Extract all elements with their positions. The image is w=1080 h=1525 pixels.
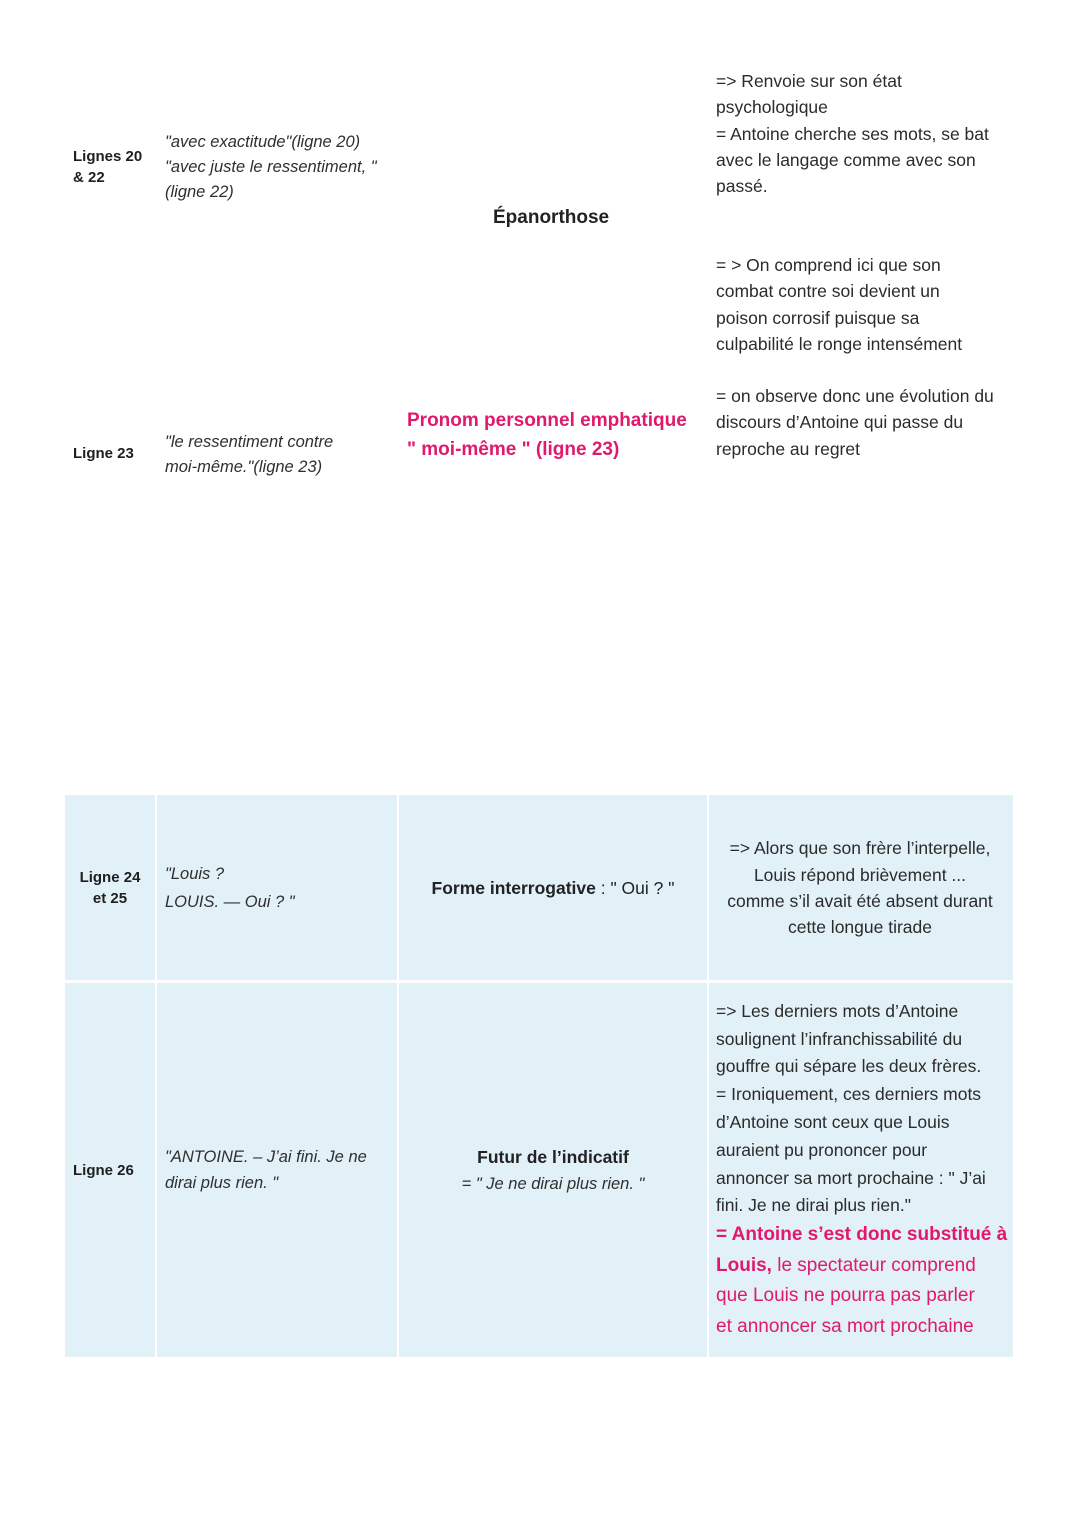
row-label-ligne-24-25: Ligne 24 et 25 [79,869,141,907]
comment-derniers-mots: => Les derniers mots d’Antoine soulignent l’infranchissabilité du gouffre qui sépare les deux frères. = Ironiquement, ces derniers mots d’Antoine sont ceux que Louis auraient pu prononcer pour annoncer sa mort prochaine : " J’ai fini. Je ne dirai plus rien." = Antoine s’est donc substitué à Louis, le spectateur comprend que Louis ne pourra pas parler et annoncer sa mort prochaine [716,998,1007,1342]
figure-epanorthose: Épanorthose [493,207,610,228]
row-label-ligne-23: Ligne 23 [73,445,134,462]
row-label-ligne-26: Ligne 26 [73,1161,134,1179]
quote-ligne-26: "ANTOINE. – J’ai fini. Je ne dirai plus rien. " [165,1148,367,1192]
quote-ligne-24-25: "Louis ? LOUIS. — Oui ? " [165,865,295,911]
figure-futur-indicatif: Futur de l’indicatif = " Je ne dirai plus rien. " [461,1147,645,1193]
comment-absent: => Alors que son frère l’interpelle, Louis répond brièvement ... comme s’il avait été absent durant cette longue tirade [727,838,993,938]
table-row [65,795,1013,981]
row-label-lignes-20-22: Lignes 20 & 22 [73,148,143,186]
quote-lignes-20-22: "avec exactitude"(ligne 20) "avec juste le ressentiment, " (ligne 22) [165,133,377,201]
comment-combat: = > On comprend ici que son combat contre soi devient un poison corrosif puisque sa culpabilité le ronge intensément [716,255,963,354]
figure-pronom-emphatique: Pronom personnel emphatique " moi-même " (ligne 23) [407,410,687,460]
comment-psychologique: => Renvoie sur son état psychologique = Antoine cherche ses mots, se bat avec le langage comme avec son passé. [716,71,989,197]
comment-emphasis: = Antoine s’est donc substitué à Louis, le spectateur comprend que Louis ne pourra pas parler et annoncer sa mort prochaine [716,1224,1008,1337]
figure-forme-interrogative: Forme interrogative : " Oui ? " [431,877,675,898]
table-row [65,983,1013,1357]
quote-ligne-23: "le ressentiment contre moi-même."(ligne 23) [165,433,334,476]
comment-evolution: = on observe donc une évolution du discours d’Antoine qui passe du reproche au regret [716,386,994,459]
